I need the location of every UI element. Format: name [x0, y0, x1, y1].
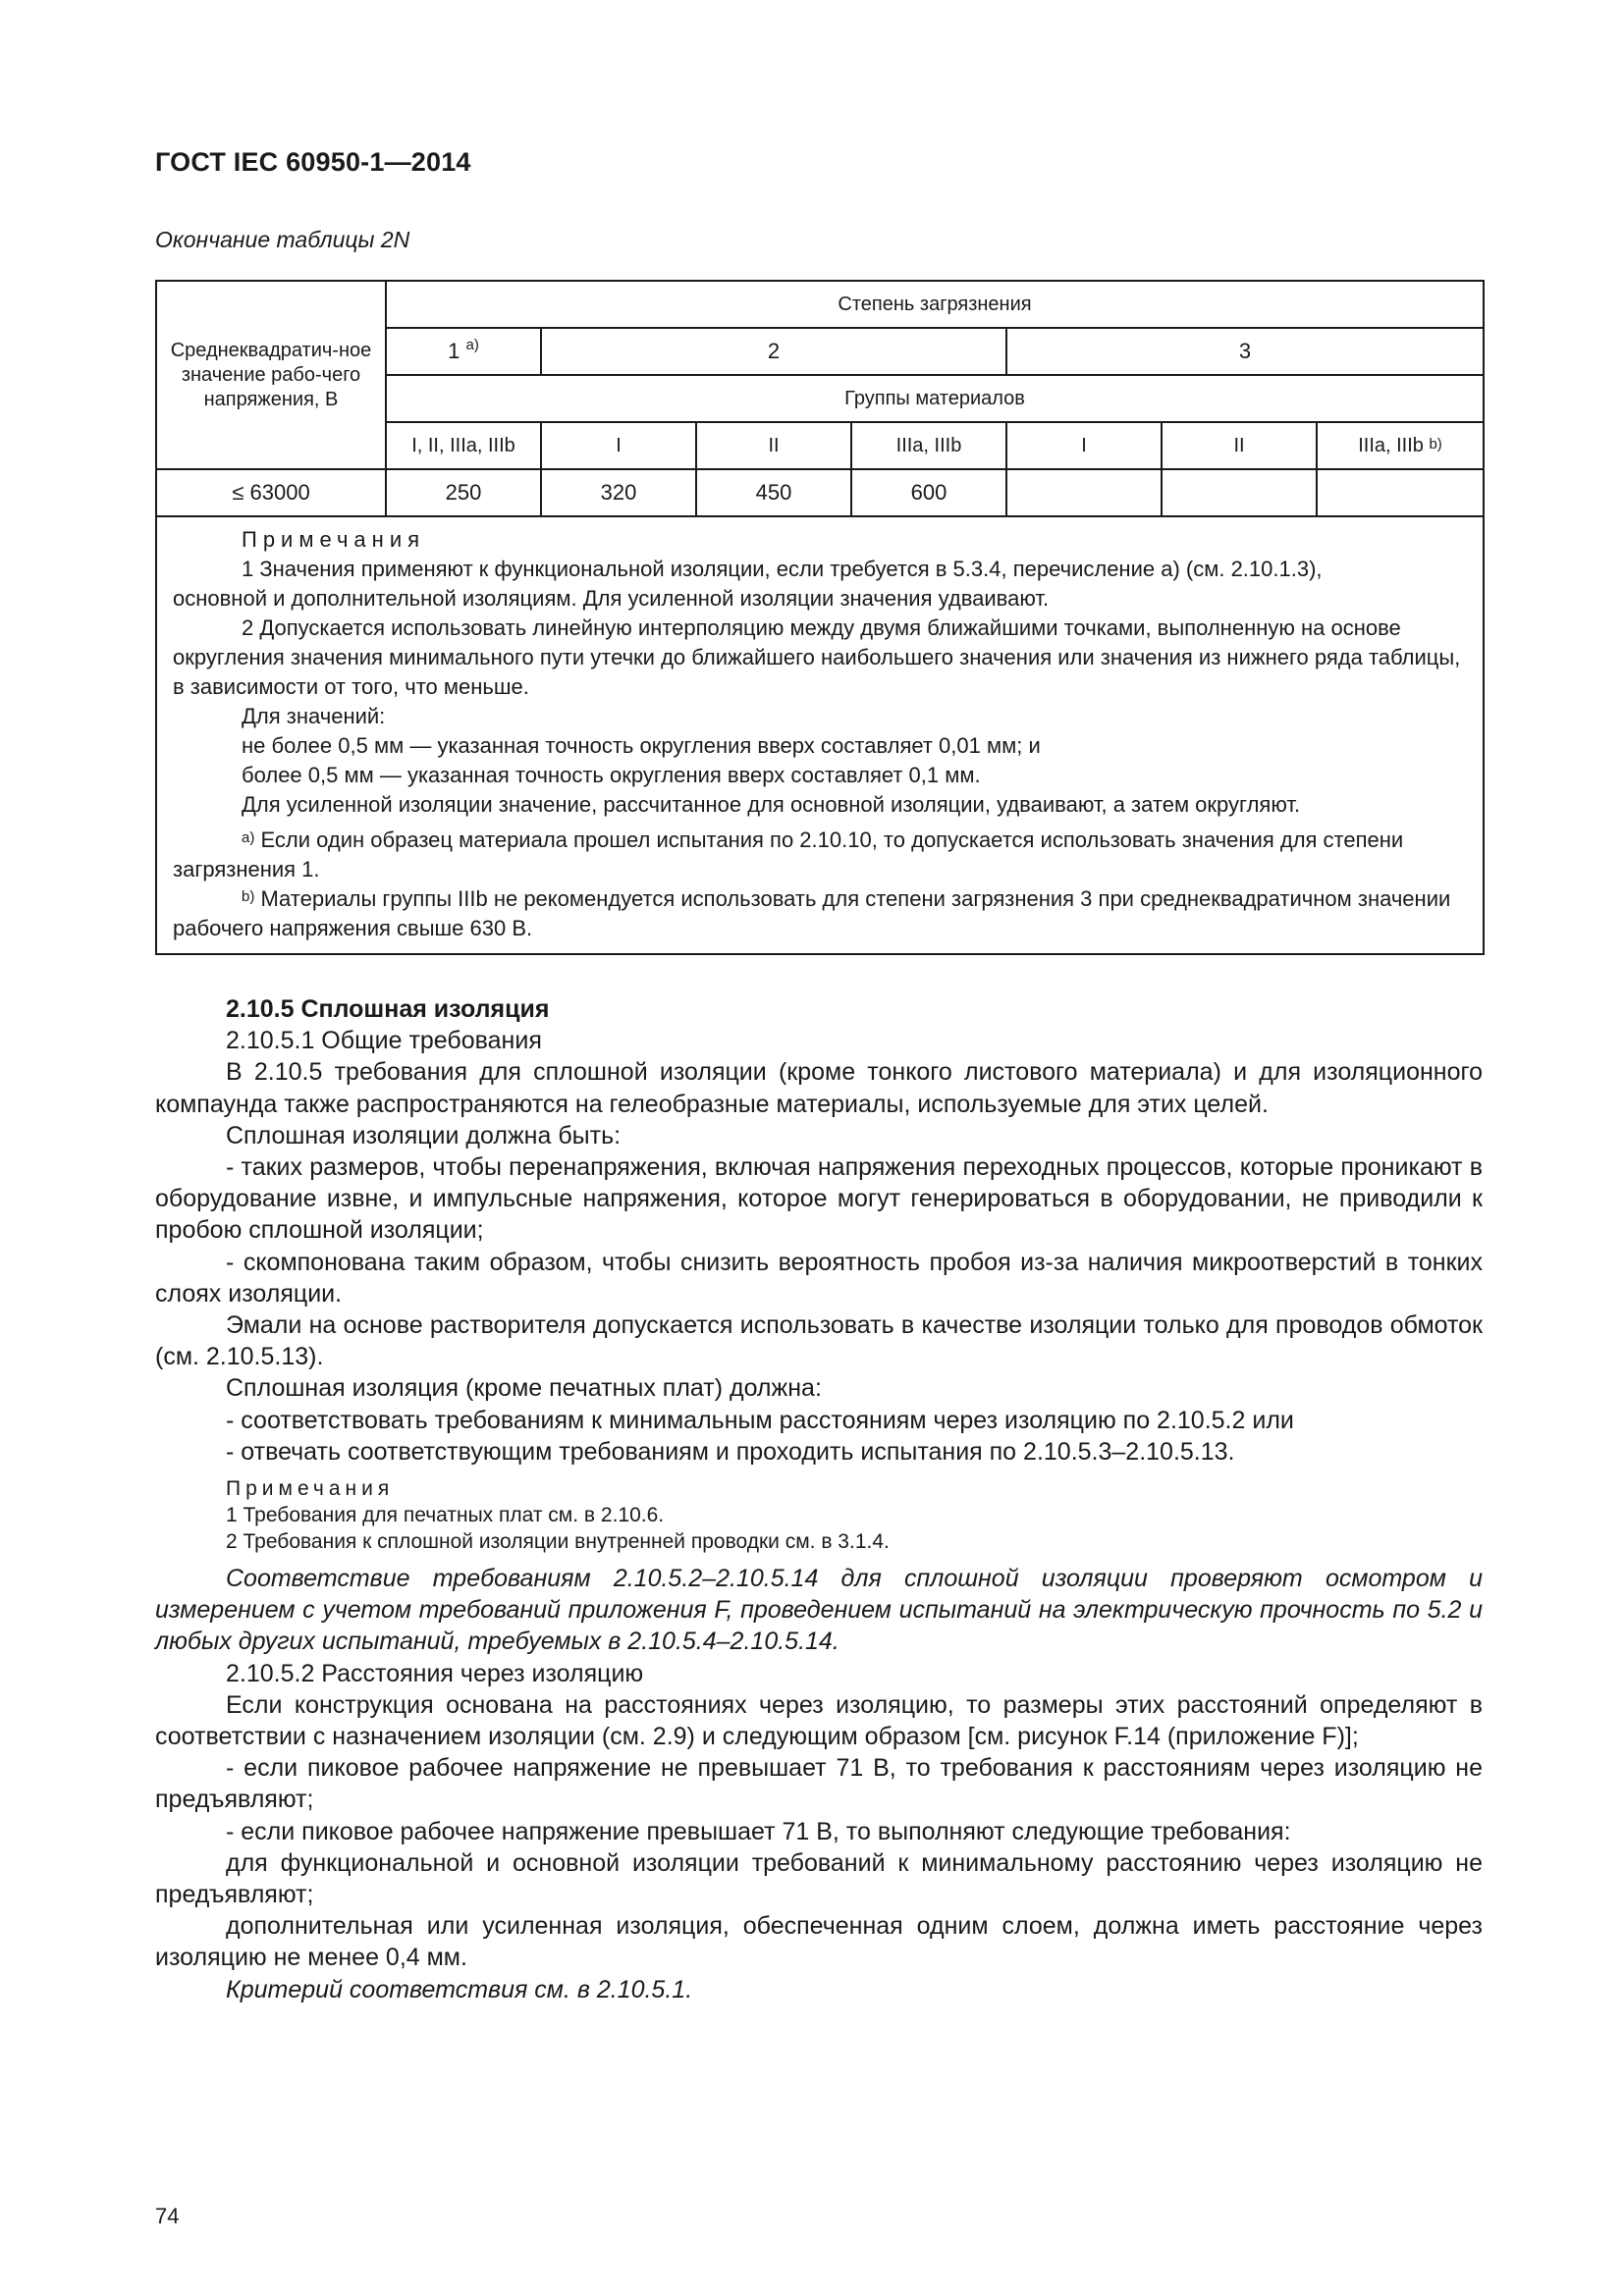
group-cell: I, II, IIIa, IIIb	[386, 422, 541, 469]
paragraph: Сплошная изоляция (кроме печатных плат) должна:	[226, 1374, 822, 1403]
footnote-a: $^{a)}$ Если один образец материала прошел испытания по 2.10.10, то допускается использовать значения для степени загрязнения 1.	[173, 828, 1404, 881]
group-cell: II	[696, 422, 851, 469]
table-caption: Окончание таблицы 2N	[155, 227, 410, 252]
degree-2-cell: 2	[541, 328, 1006, 375]
list-item: - если пиковое рабочее напряжение не превышает 71 В, то требования к расстояниям через изоляцию не предъявляют;	[155, 1754, 1483, 1814]
note-values: Для значений:	[242, 704, 386, 728]
note-2: 2 Требования к сплошной изоляции внутренней проводки см. в 3.1.4.	[226, 1530, 890, 1554]
degree-1-cell: 1 $^{a)}$	[386, 328, 541, 375]
notes-title: Примечания	[242, 527, 426, 552]
subsection-heading: 2.10.5.2 Расстояния через изоляцию	[226, 1659, 644, 1687]
value-cell	[1317, 469, 1484, 516]
list-item: - если пиковое рабочее напряжение превышает 71 В, то выполняют следующие требования:	[226, 1817, 1291, 1845]
list-item: - отвечать соответствующим требованиям и проходить испытания по 2.10.5.3–2.10.5.13.	[226, 1437, 1235, 1466]
note-1-cont: основной и дополнительной изоляциям. Для усиленной изоляции значения удваивают.	[173, 586, 1050, 611]
group-cell: I	[1006, 422, 1162, 469]
value-cell: 320	[541, 469, 696, 516]
notes-title: Примечания	[226, 1477, 395, 1501]
paragraph: Эмали на основе растворителя допускается использовать в качестве изоляции только для проводов обмоток (см. 2.10.5.13).	[155, 1311, 1483, 1371]
list-item: - соответствовать требованиям к минимальным расстояниям через изоляцию по 2.10.5.2 или	[226, 1406, 1294, 1434]
footnote-b: $^{b)}$ Материалы группы IIIb не рекомендуется использовать для степени загрязнения 3 при среднеквадратичном значении рабочего напряжения свыше 630 В.	[173, 886, 1451, 940]
value-cell	[1162, 469, 1317, 516]
groups-title-cell: Группы материалов	[386, 375, 1484, 422]
value-cell: 250	[386, 469, 541, 516]
pollution-table	[155, 280, 1485, 955]
note-value-2: более 0,5 мм — указанная точность округления вверх составляет 0,1 мм.	[242, 763, 981, 787]
pollution-title-cell: Степень загрязнения	[386, 281, 1484, 328]
group-cell: I	[541, 422, 696, 469]
paragraph: Сплошная изоляции должна быть:	[226, 1121, 622, 1149]
note-2: 2 Допускается использовать линейную интерполяцию между двумя ближайшими точками, выполненную на основе округления значения минимального пути утечки до ближайшего наибольшего значения или значения из нижнего ряда таблицы, в зависимости от того, что меньше.	[173, 615, 1461, 699]
table-notes	[156, 516, 1484, 954]
section-heading: 2.10.5 Сплошная изоляция	[226, 995, 550, 1023]
compliance-criterion: Критерий соответствия см. в 2.10.5.1.	[226, 1975, 693, 2003]
rowhead-cell: Среднеквадратич-ное значение рабо-чего напряжения, В	[156, 281, 386, 469]
page-number: 74	[155, 2204, 180, 2228]
subsection-heading: 2.10.5.1 Общие требования	[226, 1027, 542, 1055]
group-cell: II	[1162, 422, 1317, 469]
compliance-paragraph: Соответствие требованиям 2.10.5.2–2.10.5.14 для сплошной изоляции проверяют осмотром и измерением с учетом требований приложения F, проведением испытаний на электрическую прочность по 5.2 и любых других испытаний, требуемых в 2.10.5.4–2.10.5.14.	[155, 1565, 1483, 1656]
note-value-1: не более 0,5 мм — указанная точность округления вверх составляет 0,01 мм; и	[242, 733, 1041, 758]
value-cell: 450	[696, 469, 851, 516]
group-cell: IIIa, IIIb	[851, 422, 1006, 469]
group-cell: IIIa, IIIb $^{b)}$	[1317, 422, 1484, 469]
degree-3-cell: 3	[1006, 328, 1484, 375]
paragraph: дополнительная или усиленная изоляция, обеспеченная одним слоем, должна иметь расстояние через изоляцию не менее 0,4 мм.	[155, 1912, 1483, 1972]
paragraph: для функциональной и основной изоляции требований к минимальному расстоянию через изоляцию не предъявляют;	[155, 1848, 1483, 1909]
document-header: ГОСТ IEC 60950-1—2014	[155, 147, 471, 177]
note-value-3: Для усиленной изоляции значение, рассчитанное для основной изоляции, удваивают, а затем округляют.	[242, 792, 1301, 817]
list-item: - таких размеров, чтобы перенапряжения, включая напряжения переходных процессов, которые проникают в оборудование извне, и импульсные напряжения, которое могут генерироваться в оборудовании, не приводили к пробою сплошной изоляции;	[155, 1153, 1483, 1245]
value-cell	[1006, 469, 1162, 516]
note-1: 1 Значения применяют к функциональной изоляции, если требуется в 5.3.4, перечисление а) (см. 2.10.1.3),	[242, 557, 1323, 581]
row-voltage-cell: ≤ 63000	[156, 469, 386, 516]
paragraph: В 2.10.5 требования для сплошной изоляции (кроме тонкого листового материала) и для изоляционного компаунда также распространяются на гелеобразные материалы, используемые для этих целей.	[155, 1058, 1483, 1118]
value-cell: 600	[851, 469, 1006, 516]
note-1: 1 Требования для печатных плат см. в 2.10.6.	[226, 1504, 665, 1527]
body-text	[155, 993, 1483, 2005]
paragraph: Если конструкция основана на расстояниях через изоляцию, то размеры этих расстояний определяют в соответствии с назначением изоляции (см. 2.9) и следующим образом [см. рисунок F.14 (приложение F)];	[155, 1690, 1483, 1751]
list-item: - скомпонована таким образом, чтобы снизить вероятность пробоя из-за наличия микроотверстий в тонких слоях изоляции.	[155, 1248, 1483, 1308]
